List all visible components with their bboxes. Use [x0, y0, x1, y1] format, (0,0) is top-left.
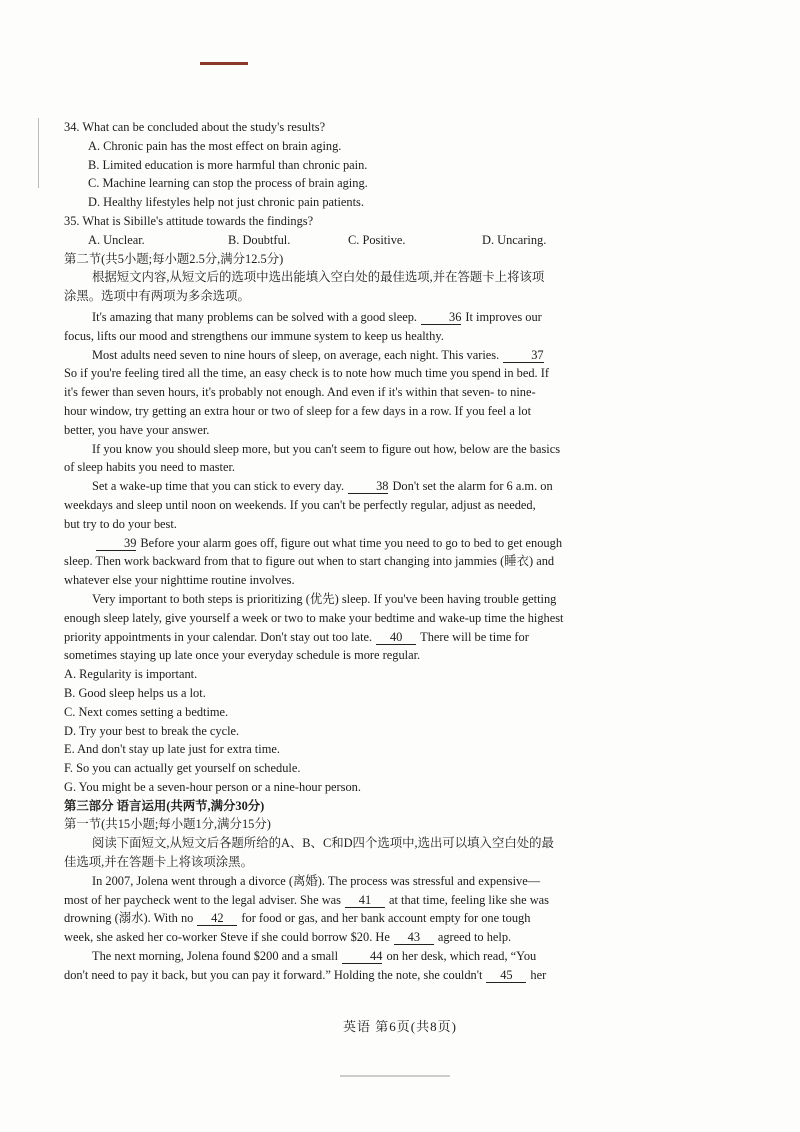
instructions: 阅读下面短文,从短文后各题所给的A、B、C和D四个选项中,选出可以填入空白处的最 — [92, 836, 554, 851]
passage-line: weekdays and sleep until noon on weekends. If you can't be perfectly regular, adjust as needed, — [64, 497, 536, 512]
passage-line: it's fewer than seven hours, it's probably not enough. And even if it's within that seven- to nine- — [64, 385, 536, 400]
option-b: B. Limited education is more harmful than chronic pain. — [88, 157, 368, 172]
section-heading: 第一节(共15小题;每小题1分,满分15分) — [64, 817, 271, 832]
option-d: D. Try your best to break the cycle. — [64, 723, 240, 738]
passage-line: So if you're feeling tired all the time, an easy check is to note how much time you spend in bed. If — [64, 366, 549, 381]
passage-line: of sleep habits you need to master. — [64, 460, 236, 475]
option-c: C. Positive. — [348, 232, 406, 247]
answer-options — [64, 665, 664, 797]
option-b: B. Doubtful. — [228, 232, 291, 247]
passage-line: drowning (溺水). With no 42 for food or gas, and her bank account empty for one tough — [64, 911, 531, 926]
blank-45: 45 — [486, 968, 526, 983]
scan-smudge — [340, 1075, 450, 1077]
passage-line: sometimes staying up late once your everyday schedule is more regular. — [64, 648, 421, 663]
passage-line: Very important to both steps is prioritizing (优先) sleep. If you've been having trouble getting — [92, 591, 557, 606]
page-footer: 英语 第6页(共8页) — [343, 1019, 457, 1034]
blank-38: 38 — [348, 479, 388, 494]
cloze-passage — [64, 872, 664, 985]
blank-44: 44 — [342, 949, 382, 964]
passage-line: priority appointments in your calendar. Don't stay out too late. 40 There will be time for — [64, 629, 529, 644]
passage-line: 39 Before your alarm goes off, figure out what time you need to go to bed to get enough — [64, 534, 664, 553]
margin-rule — [38, 118, 39, 188]
passage-line: The next morning, Jolena found $200 and a small 44 on her desk, which read, “You — [92, 949, 537, 964]
passage-line: Set a wake-up time that you can stick to every day. 38 Don't set the alarm for 6 a.m. on — [92, 479, 553, 494]
passage-line: whatever else your nighttime routine involves. — [64, 573, 295, 588]
question-options — [64, 231, 664, 250]
section-heading: 第二节(共5小题;每小题2.5分,满分12.5分) — [64, 251, 284, 266]
passage-line: In 2007, Jolena went through a divorce (离婚). The process was stressful and expensive— — [92, 873, 541, 888]
option-a: A. Unclear. — [88, 232, 145, 247]
blank-39: 39 — [96, 536, 136, 551]
option-c: C. Next comes setting a bedtime. — [64, 704, 229, 719]
reading-passage — [64, 308, 664, 665]
blank-41: 41 — [345, 893, 385, 908]
passage-line: If you know you should sleep more, but you can't seem to figure out how, below are the basics — [92, 441, 561, 456]
passage-line: It's amazing that many problems can be solved with a good sleep. 36 It improves our — [92, 309, 542, 324]
blank-42: 42 — [197, 911, 237, 926]
part-heading: 第三部分 语言运用(共两节,满分30分) — [64, 798, 265, 813]
passage-line: week, she asked her co-worker Steve if she could borrow $20. He 43 agreed to help. — [64, 930, 512, 945]
blank-40: 40 — [376, 630, 416, 645]
passage-line: better, you have your answer. — [64, 422, 210, 437]
passage-line: Most adults need seven to nine hours of sleep, on average, each night. This varies. 37 — [92, 347, 544, 362]
print-mark — [200, 62, 248, 65]
passage-line: don't need to pay it back, but you can pay it forward.” Holding the note, she couldn't 45 her — [64, 967, 547, 982]
option-b: B. Good sleep helps us a lot. — [64, 685, 206, 700]
blank-43: 43 — [394, 930, 434, 945]
blank-36: 36 — [421, 310, 461, 325]
option-d: D. Healthy lifestyles help not just chronic pain patients. — [88, 195, 364, 210]
passage-line: hour window, try getting an extra hour or two of sleep for a few days in a row. If you feel a lot — [64, 403, 532, 418]
question-stem: 35. What is Sibille's attitude towards the findings? — [64, 213, 314, 228]
question-34 — [64, 118, 664, 212]
option-f: F. So you can actually get yourself on schedule. — [64, 761, 301, 776]
passage-line: sleep. Then work backward from that to figure out when to start changing into jammies (睡衣) and — [64, 554, 555, 569]
option-e: E. And don't stay up late just for extra time. — [64, 742, 280, 757]
option-c: C. Machine learning can stop the process of brain aging. — [88, 176, 368, 191]
question-35 — [64, 212, 664, 250]
blank-37: 37 — [503, 348, 543, 363]
passage-line: enough sleep lately, give yourself a week or two to make your bedtime and wake-up time the highest — [64, 610, 564, 625]
passage-line: most of her paycheck went to the legal adviser. She was 41 at that time, feeling like she was — [64, 892, 549, 907]
option-g: G. You might be a seven-hour person or a nine-hour person. — [64, 779, 361, 794]
question-stem: 34. What can be concluded about the study's results? — [64, 120, 326, 134]
passage-line: but try to do your best. — [64, 516, 177, 531]
passage-line: focus, lifts our mood and strengthens our immune system to keep us healthy. — [64, 328, 444, 343]
option-a: A. Regularity is important. — [64, 667, 198, 682]
option-d: D. Uncaring. — [482, 232, 547, 247]
instructions-cont: 佳选项,并在答题卡上将该项涂黑。 — [64, 855, 253, 870]
instructions-cont: 涂黑。选项中有两项为多余选项。 — [64, 289, 250, 304]
option-a: A. Chronic pain has the most effect on brain aging. — [88, 138, 342, 153]
exam-page — [64, 118, 664, 985]
instructions: 根据短文内容,从短文后的选项中选出能填入空白处的最佳选项,并在答题卡上将该项 — [92, 270, 545, 285]
